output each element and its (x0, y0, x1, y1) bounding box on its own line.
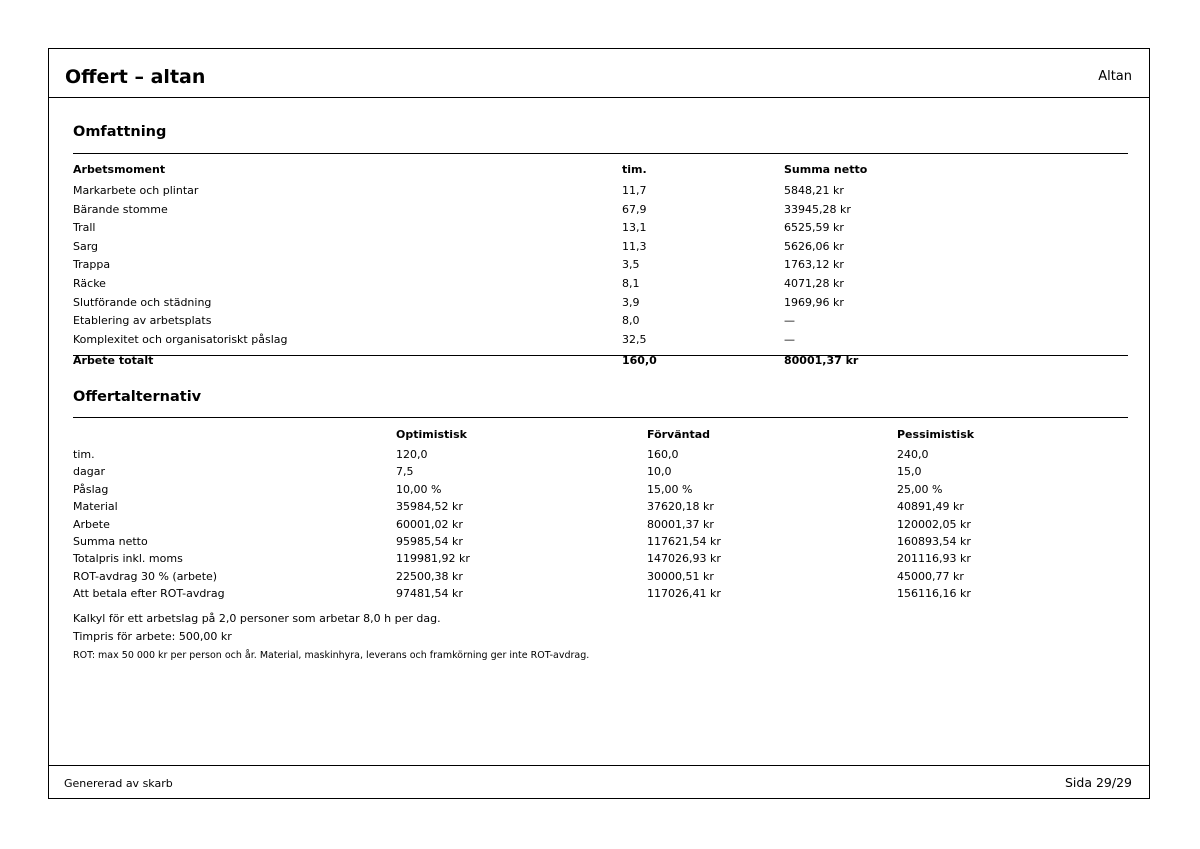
hours-cell: 13,1 (622, 221, 647, 235)
optimistic-cell: 60001,02 kr (396, 517, 463, 531)
task-cell: Etablering av arbetsplats (73, 314, 212, 328)
metric-label: Totalpris inkl. moms (73, 552, 183, 566)
table-row (73, 201, 1128, 219)
pessimistic-cell: 120002,05 kr (897, 517, 971, 531)
scope-section-title: Omfattning (73, 124, 167, 140)
total-net: 80001,37 kr (784, 354, 859, 367)
task-cell: Slutförande och städning (73, 295, 212, 309)
table-row (73, 516, 1128, 534)
optimistic-cell: 95985,54 kr (396, 535, 463, 548)
net-cell: 4071,28 kr (784, 277, 844, 290)
col-header-pessimistic: Pessimistisk (897, 428, 975, 441)
metric-label: Summa netto (73, 535, 148, 548)
alternatives-top-rule (73, 417, 1128, 418)
optimistic-cell: 7,5 (396, 465, 414, 479)
page-header (49, 49, 1149, 98)
expected-cell: 117621,54 kr (647, 535, 721, 548)
table-row (73, 568, 1128, 586)
table-row (73, 585, 1128, 603)
expected-cell: 10,0 (647, 465, 672, 479)
table-row (73, 256, 1128, 274)
alternatives-section-title: Offertalternativ (73, 389, 202, 405)
alternatives-header-row (73, 426, 1128, 444)
net-cell: 33945,28 kr (784, 202, 851, 216)
metric-label: Material (73, 500, 118, 514)
expected-cell: 37620,18 kr (647, 500, 714, 514)
table-row (73, 463, 1128, 481)
rot-note: ROT: max 50 000 kr per person och år. Material, maskinhyra, leverans och framkörning ger inte ROT-avdrag. (73, 650, 590, 661)
optimistic-cell: 35984,52 kr (396, 500, 463, 514)
hours-cell: 11,3 (622, 239, 647, 253)
task-cell: Trall (73, 221, 96, 235)
table-row (73, 550, 1128, 568)
pessimistic-cell: 201116,93 kr (897, 552, 971, 566)
optimistic-cell: 97481,54 kr (396, 587, 463, 601)
crew-note: Kalkyl för ett arbetslag på 2,0 personer som arbetar 8,0 h per dag. (73, 612, 441, 625)
expected-cell: 117026,41 kr (647, 587, 721, 601)
metric-label: Påslag (73, 482, 109, 496)
table-row (73, 238, 1128, 256)
page-number: Sida 29/29 (1065, 775, 1132, 790)
total-hours: 160,0 (622, 354, 657, 367)
table-row (73, 294, 1128, 312)
hours-cell: 67,9 (622, 202, 647, 216)
optimistic-cell: 10,00 % (396, 482, 442, 496)
metric-label: tim. (73, 448, 95, 461)
expected-cell: 147026,93 kr (647, 552, 721, 566)
table-row (73, 182, 1128, 200)
scope-total-row (73, 352, 1128, 370)
table-row (73, 331, 1128, 349)
metric-label: Att betala efter ROT-avdrag (73, 587, 225, 601)
table-row (73, 498, 1128, 516)
expected-cell: 15,00 % (647, 482, 693, 496)
task-cell: Bärande stomme (73, 202, 168, 216)
pessimistic-cell: 40891,49 kr (897, 500, 964, 514)
project-name: Altan (1098, 69, 1132, 84)
table-row (73, 481, 1128, 499)
expected-cell: 160,0 (647, 448, 679, 461)
col-header-optimistic: Optimistisk (396, 428, 467, 441)
task-cell: Komplexitet och organisatoriskt påslag (73, 332, 288, 346)
document-title: Offert – altan (65, 66, 206, 88)
task-cell: Markarbete och plintar (73, 184, 199, 197)
net-cell: — (784, 314, 795, 328)
net-cell: 1763,12 kr (784, 258, 844, 272)
total-label: Arbete totalt (73, 354, 154, 367)
task-cell: Sarg (73, 239, 99, 253)
document-page (48, 48, 1150, 799)
metric-label: Arbete (73, 517, 110, 531)
expected-cell: 80001,37 kr (647, 517, 714, 531)
table-row (73, 533, 1128, 551)
pessimistic-cell: 240,0 (897, 448, 929, 461)
optimistic-cell: 119981,92 kr (396, 552, 470, 566)
pessimistic-cell: 25,00 % (897, 482, 943, 496)
col-header-task: Arbetsmoment (73, 163, 166, 176)
col-header-expected: Förväntad (647, 428, 711, 441)
metric-label: dagar (73, 465, 105, 479)
table-row (73, 275, 1128, 293)
page-footer (49, 765, 1149, 798)
net-cell: — (784, 332, 795, 346)
col-header-net: Summa netto (784, 163, 868, 176)
table-row (73, 219, 1128, 237)
hours-cell: 8,1 (622, 277, 640, 290)
pessimistic-cell: 156116,16 kr (897, 587, 971, 601)
scope-top-rule (73, 153, 1128, 154)
net-cell: 5848,21 kr (784, 184, 844, 197)
task-cell: Räcke (73, 277, 106, 290)
net-cell: 1969,96 kr (784, 295, 844, 309)
hours-cell: 11,7 (622, 184, 647, 197)
hours-cell: 8,0 (622, 314, 640, 328)
hours-cell: 3,5 (622, 258, 640, 272)
scope-header-row (73, 161, 1128, 179)
pessimistic-cell: 160893,54 kr (897, 535, 971, 548)
net-cell: 5626,06 kr (784, 239, 844, 253)
hours-cell: 3,9 (622, 295, 640, 309)
generator-label: Genererad av skarb (64, 777, 173, 790)
expected-cell: 30000,51 kr (647, 569, 714, 583)
optimistic-cell: 22500,38 kr (396, 569, 463, 583)
pessimistic-cell: 15,0 (897, 465, 922, 479)
rate-note: Timpris för arbete: 500,00 kr (73, 630, 232, 643)
hours-cell: 32,5 (622, 332, 647, 346)
optimistic-cell: 120,0 (396, 448, 428, 461)
pessimistic-cell: 45000,77 kr (897, 569, 964, 583)
metric-label: ROT-avdrag 30 % (arbete) (73, 569, 218, 583)
col-header-hours: tim. (622, 163, 647, 176)
task-cell: Trappa (73, 258, 111, 272)
table-row (73, 446, 1128, 464)
table-row (73, 312, 1128, 330)
net-cell: 6525,59 kr (784, 221, 844, 235)
